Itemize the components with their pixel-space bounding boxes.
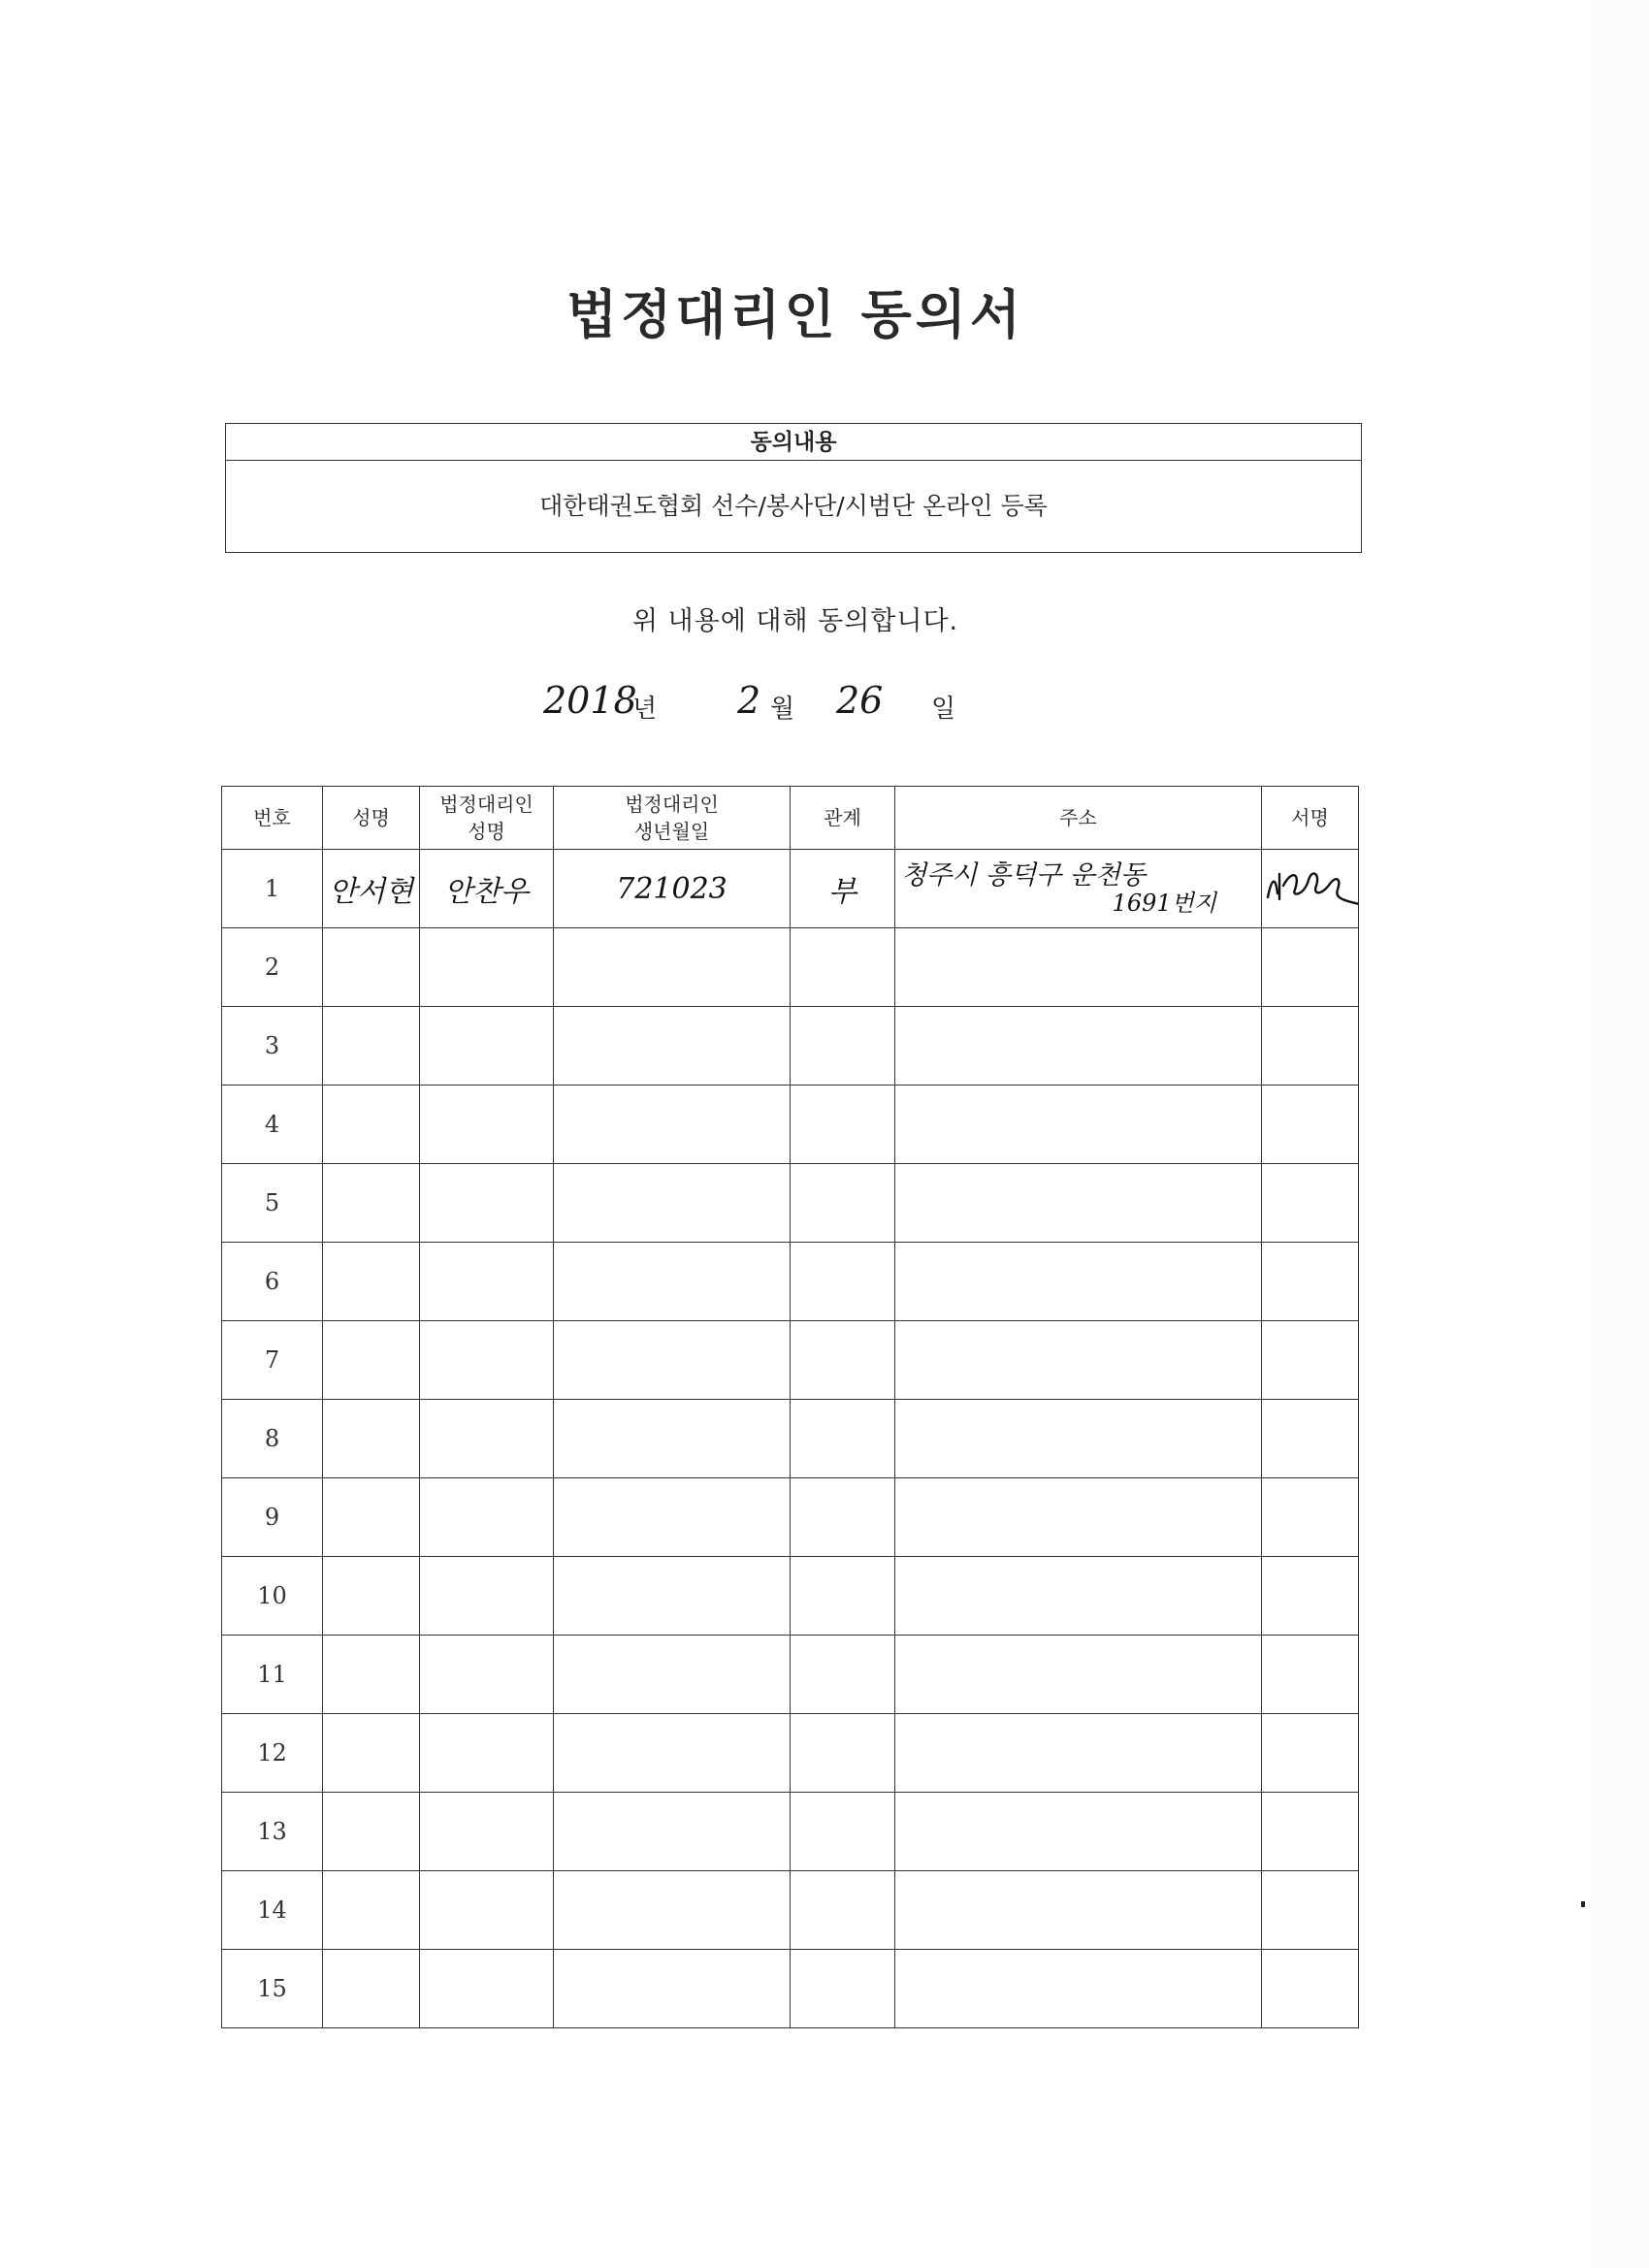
row-guardian-birth [554,1478,791,1557]
row-relation [791,1871,895,1950]
row-guardian-birth: 721023 [554,850,791,928]
row-address [895,1557,1262,1636]
row-address [895,928,1262,1007]
row-name [323,1085,420,1164]
document-title: 법정대리인 동의서 [566,283,1025,345]
row-number: 4 [222,1085,323,1164]
row-number: 14 [222,1871,323,1950]
row-relation [791,1950,895,2028]
row-number: 1 [222,850,323,928]
row-name [323,1714,420,1793]
header-address: 주소 [895,787,1262,850]
row-name [323,1950,420,2028]
table-row [222,1478,1359,1557]
row-relation [791,928,895,1007]
consent-box [225,423,1362,553]
row-signature [1262,1400,1359,1478]
row-name [323,1007,420,1085]
row-number: 7 [222,1321,323,1400]
table-row [222,1793,1359,1871]
row-number: 11 [222,1636,323,1714]
date-day-unit: 일 [931,695,956,724]
table-row [222,1636,1359,1714]
table-row [222,1164,1359,1243]
row-guardian-birth [554,1950,791,2028]
row-relation: 부 [791,850,895,928]
row-guardian-name [420,1243,554,1321]
row-relation [791,1793,895,1871]
table-row [222,1950,1359,2028]
row-address [895,1164,1262,1243]
table-row [222,1871,1359,1950]
row-signature [1262,1871,1359,1950]
row-signature [1262,928,1359,1007]
row-name [323,1478,420,1557]
row-signature [1262,1321,1359,1400]
row-signature [1262,1085,1359,1164]
row-guardian-birth [554,1557,791,1636]
row-address-line2: 1691번지 [1112,890,1216,917]
header-guardian-name [420,787,554,850]
row-guardian-name [420,1714,554,1793]
row-number: 15 [222,1950,323,2028]
row-signature [1262,1557,1359,1636]
table-row [222,928,1359,1007]
row-address-line1: 청주시 흥덕구 운천동 [901,860,1146,891]
row-guardian-birth [554,1321,791,1400]
row-guardian-birth [554,1085,791,1164]
row-guardian-birth [554,1636,791,1714]
header-relation: 관계 [791,787,895,850]
row-address [895,1400,1262,1478]
row-address [895,1714,1262,1793]
handwritten-signature [1262,857,1359,915]
table-row [222,850,1359,928]
header-guardian-name-line2: 성명 [468,820,505,843]
row-name [323,1636,420,1714]
row-relation [791,1714,895,1793]
row-address [895,850,1262,928]
row-name: 안서현 [323,850,420,928]
table-row [222,1007,1359,1085]
row-guardian-name [420,1557,554,1636]
row-name [323,1243,420,1321]
table-row [222,1400,1359,1478]
date-line [543,679,989,728]
row-guardian-name [420,1085,554,1164]
header-guardian-name-line1: 법정대리인 [439,793,534,816]
row-guardian-birth [554,1871,791,1950]
row-name [323,1164,420,1243]
row-signature [1262,1478,1359,1557]
date-day: 26 [836,679,884,722]
header-guardian-birth-line2: 생년월일 [633,820,710,843]
row-name [323,1793,420,1871]
consent-header: 동의내용 [226,424,1361,461]
row-address [895,1950,1262,2028]
row-number: 3 [222,1007,323,1085]
guardian-roster-table [221,786,1359,2028]
consent-content: 대한태권도협회 선수/봉사단/시범단 온라인 등록 [539,492,1048,520]
row-guardian-name [420,1007,554,1085]
row-name [323,1871,420,1950]
row-address [895,1321,1262,1400]
row-signature [1262,1636,1359,1714]
row-address [895,1478,1262,1557]
row-number: 13 [222,1793,323,1871]
row-signature [1262,1164,1359,1243]
row-guardian-name [420,928,554,1007]
date-month-unit: 월 [770,695,795,724]
table-row [222,1243,1359,1321]
row-name [323,1557,420,1636]
row-number: 12 [222,1714,323,1793]
row-relation [791,1400,895,1478]
row-number: 6 [222,1243,323,1321]
row-guardian-birth [554,1007,791,1085]
row-name [323,1400,420,1478]
table-row [222,1714,1359,1793]
header-number: 번호 [222,787,323,850]
row-guardian-name [420,1793,554,1871]
row-address [895,1085,1262,1164]
scan-speck [1581,1901,1585,1907]
row-relation [791,1007,895,1085]
row-signature [1262,1714,1359,1793]
row-number: 9 [222,1478,323,1557]
date-month: 2 [737,679,761,722]
row-signature [1262,850,1359,928]
date-year: 2018 [543,679,637,722]
table-row [222,1557,1359,1636]
row-signature [1262,1793,1359,1871]
row-name [323,928,420,1007]
row-guardian-name [420,1636,554,1714]
date-year-unit: 년 [632,695,658,724]
row-guardian-name [420,1164,554,1243]
row-address [895,1871,1262,1950]
row-number: 8 [222,1400,323,1478]
row-number: 2 [222,928,323,1007]
row-relation [791,1321,895,1400]
row-guardian-name [420,1400,554,1478]
row-address [895,1243,1262,1321]
row-relation [791,1478,895,1557]
row-signature [1262,1950,1359,2028]
row-relation [791,1085,895,1164]
row-guardian-birth [554,1714,791,1793]
header-guardian-birth [554,787,791,850]
row-address [895,1007,1262,1085]
header-signature: 서명 [1262,787,1359,850]
row-signature [1262,1007,1359,1085]
row-relation [791,1243,895,1321]
row-address [895,1636,1262,1714]
row-relation [791,1164,895,1243]
header-name: 성명 [323,787,420,850]
table-row [222,1085,1359,1164]
row-number: 5 [222,1164,323,1243]
row-relation [791,1557,895,1636]
row-relation [791,1636,895,1714]
row-guardian-birth [554,1164,791,1243]
agreement-text: 위 내용에 대해 동의합니다. [631,606,959,636]
row-name [323,1321,420,1400]
row-number: 10 [222,1557,323,1636]
row-signature [1262,1243,1359,1321]
row-guardian-name [420,1871,554,1950]
row-guardian-birth [554,1243,791,1321]
table-header-row [222,787,1359,850]
row-guardian-birth [554,1793,791,1871]
row-guardian-name [420,1478,554,1557]
row-guardian-birth [554,928,791,1007]
table-body [222,850,1359,2028]
table-row [222,1321,1359,1400]
row-guardian-name: 안찬우 [420,850,554,928]
row-guardian-name [420,1950,554,2028]
row-address [895,1793,1262,1871]
row-guardian-name [420,1321,554,1400]
header-guardian-birth-line1: 법정대리인 [625,793,719,816]
row-guardian-birth [554,1400,791,1478]
